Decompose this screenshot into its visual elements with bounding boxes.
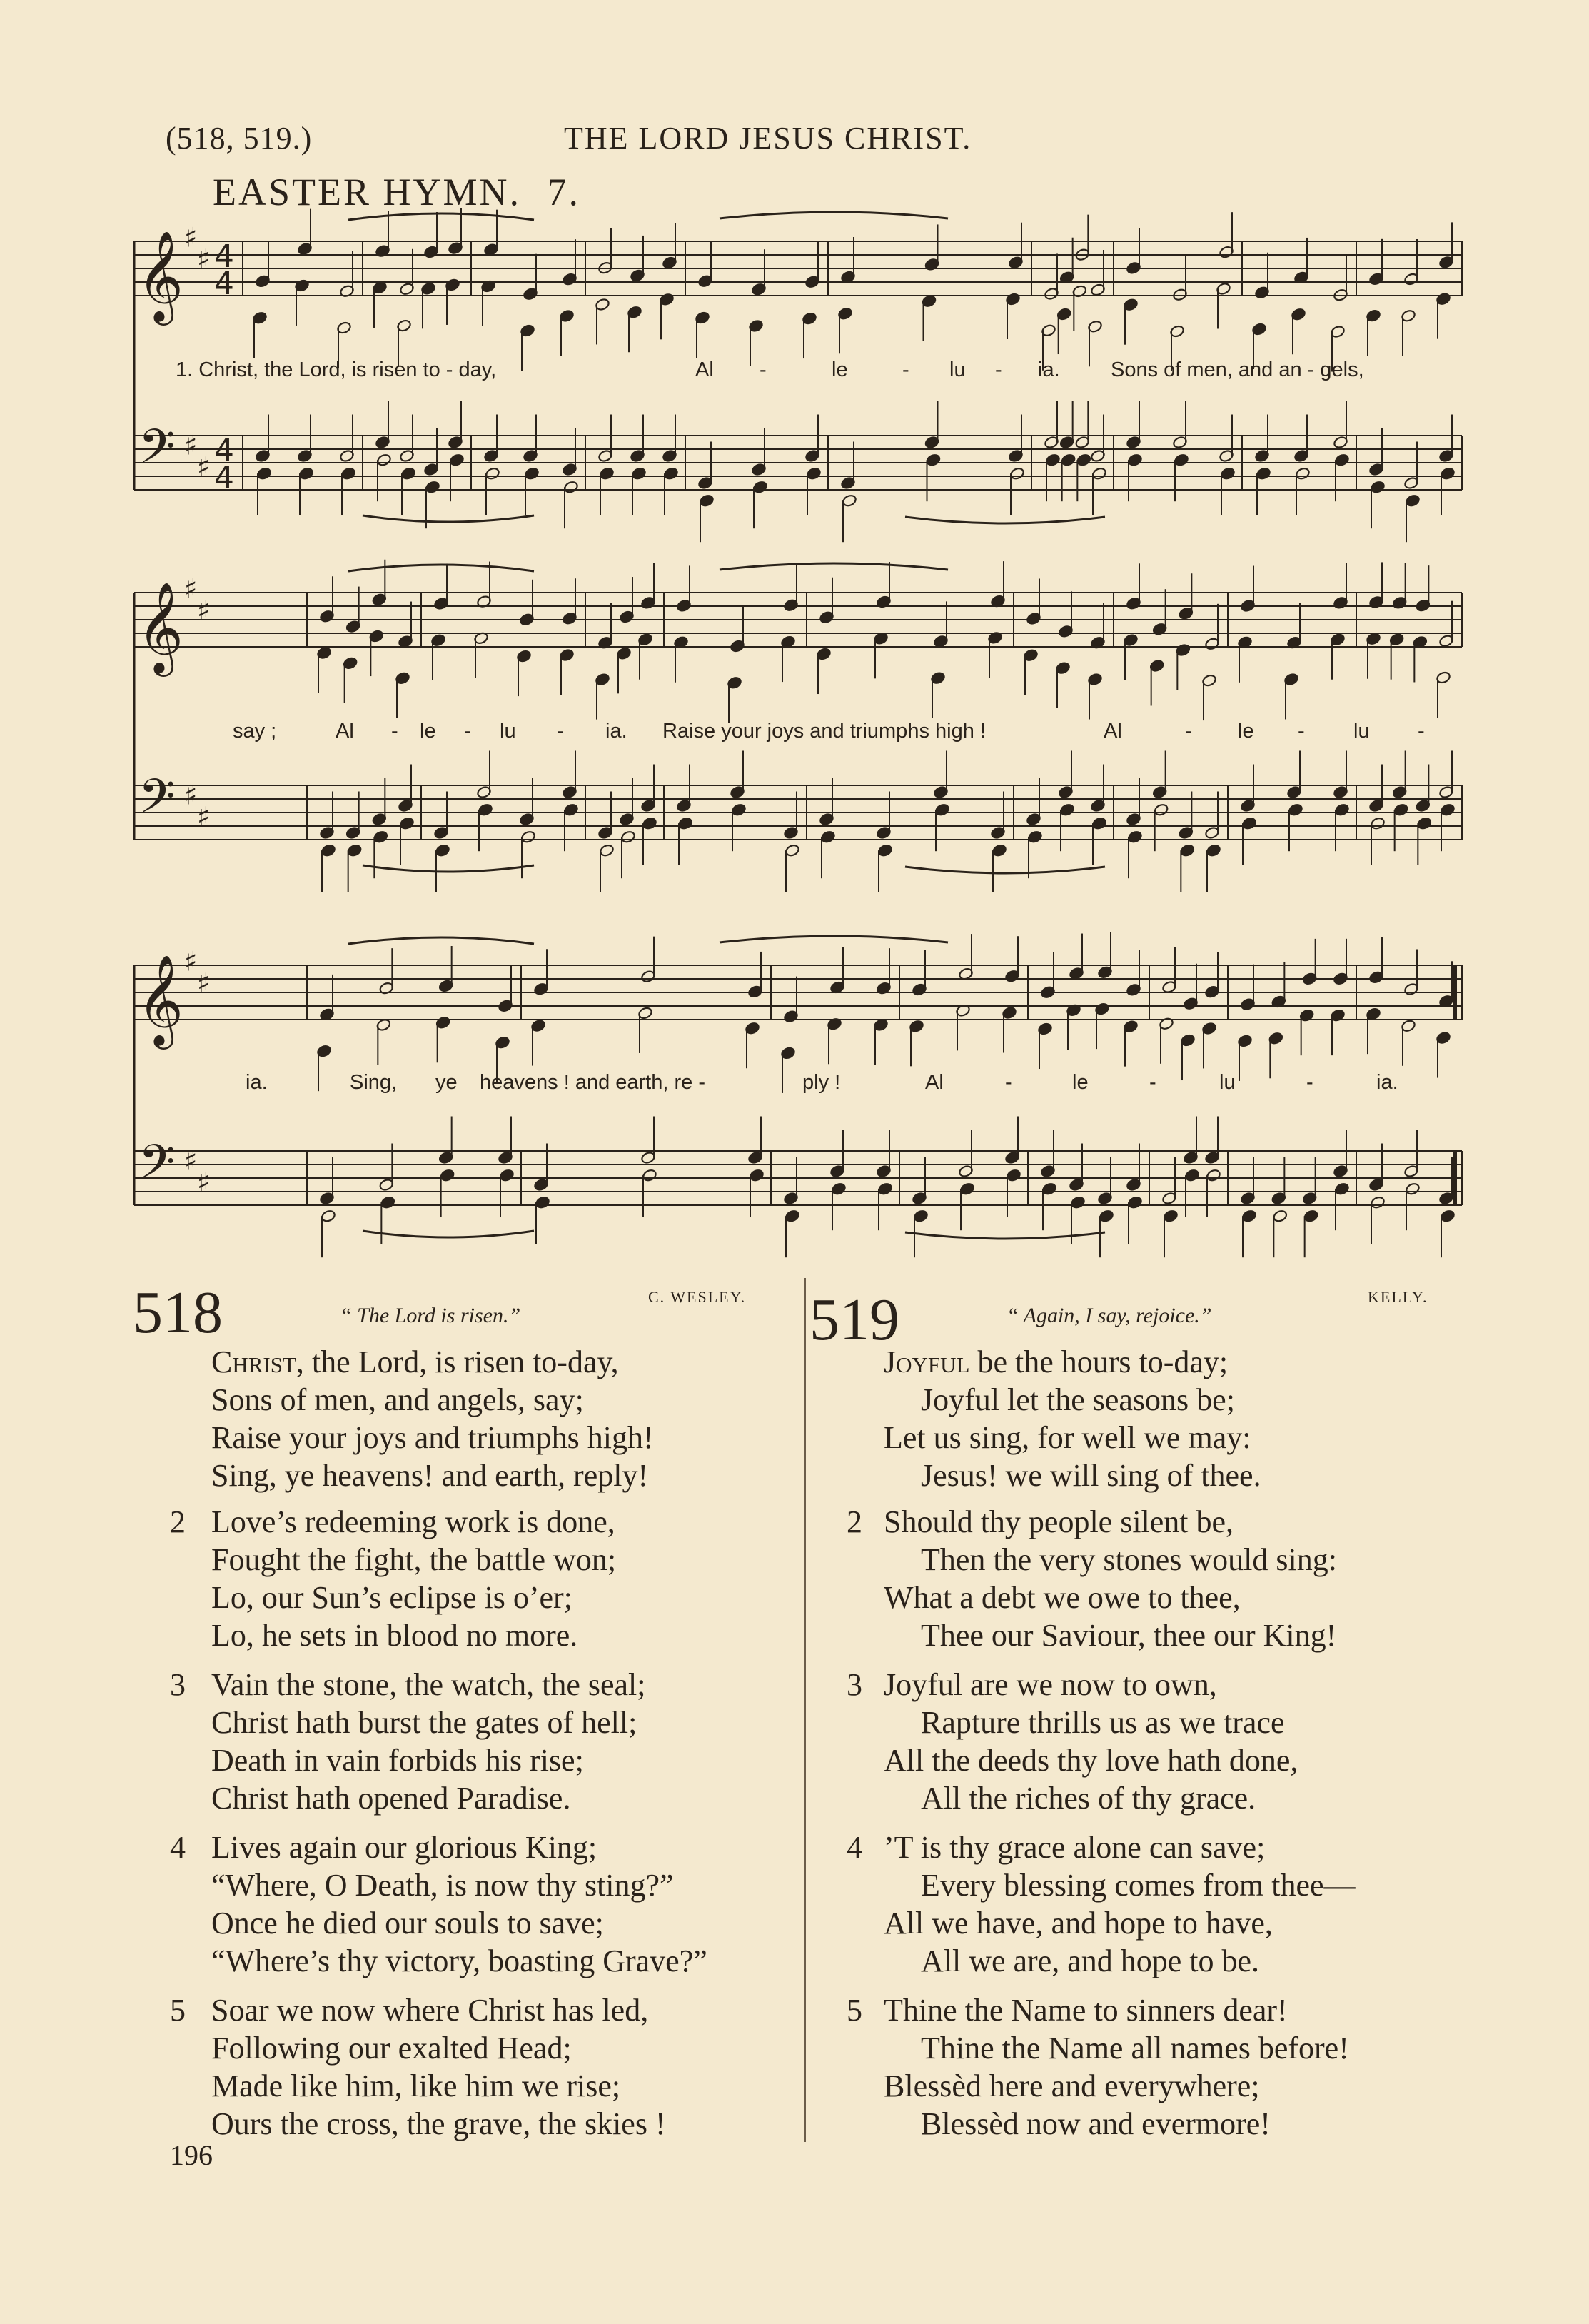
tune-meter: 7. (547, 171, 581, 213)
note-head (1127, 830, 1143, 844)
note-head (785, 844, 800, 857)
note-head (1070, 1196, 1086, 1209)
note-head (256, 467, 272, 481)
stanza-number: 3 (847, 1667, 862, 1702)
sharp-icon: ♯ (197, 451, 211, 483)
lyric-text: ye (435, 1071, 458, 1094)
time-signature: 4 (214, 460, 234, 496)
note-head (1393, 803, 1409, 817)
verse-line: All we have, and hope to have, (884, 1906, 1273, 1941)
note-head (663, 467, 679, 481)
note-head (1405, 1182, 1421, 1196)
note-head (1154, 803, 1169, 817)
note-head (1440, 467, 1456, 481)
verse-line: Let us sing, for well we may: (884, 1420, 1251, 1455)
stanza-number: 4 (847, 1830, 862, 1865)
verse-line: Jesus! we will sing of thee. (921, 1458, 1261, 1493)
note-head (376, 453, 392, 467)
lyric-text: - (760, 358, 767, 381)
slur (905, 867, 1105, 873)
verse-line: Once he died our souls to save; (211, 1906, 604, 1941)
note-head (934, 803, 950, 817)
note-head (842, 494, 857, 508)
verse-line: Blessèd now and evermore! (921, 2106, 1271, 2141)
verse-line: Christ hath burst the gates of hell; (211, 1705, 637, 1740)
lyric-text: lu (949, 358, 966, 381)
verse-line: Joyful are we now to own, (884, 1667, 1217, 1702)
verse-line: Ours the cross, the grave, the skies ! (211, 2106, 666, 2141)
note-head (380, 1196, 395, 1209)
note-head (1370, 481, 1386, 494)
note-head (1184, 1169, 1200, 1182)
hymn-numbers: (518, 519.) (166, 121, 313, 156)
verse-line: Christ hath opened Paradise. (211, 1781, 571, 1816)
lyric-text: le (1072, 1071, 1089, 1094)
verse-line: Lo, he sets in blood no more. (211, 1618, 578, 1653)
verse-line: “Where’s thy victory, boasting Grave?” (211, 1943, 707, 1978)
note-head (1241, 817, 1257, 830)
verse-line: Rapture thrills us as we trace (921, 1705, 1285, 1740)
lyric-text: le (420, 720, 436, 743)
note-head (992, 844, 1007, 857)
lyric-text: - (391, 720, 398, 743)
slur (720, 936, 948, 942)
treble-clef-icon: 𝄞 (137, 954, 184, 1045)
hymn-number: 519 (809, 1287, 899, 1353)
note-head (806, 467, 822, 481)
time-signature: 4 (214, 433, 234, 469)
note-head (1334, 803, 1350, 817)
lyric-text: Al (1104, 720, 1122, 743)
slur (363, 1231, 534, 1237)
note-head (599, 467, 615, 481)
note-head (1370, 817, 1386, 830)
note-head (340, 467, 356, 481)
note-head (1127, 453, 1143, 467)
note-head (1416, 817, 1432, 830)
note-head (399, 817, 415, 830)
note-head (499, 1169, 515, 1182)
note-head (749, 1169, 765, 1182)
note-head (1174, 453, 1189, 467)
lyric-text: Sing, (350, 1071, 398, 1094)
note-head (1091, 817, 1107, 830)
sharp-icon: ♯ (197, 1167, 211, 1198)
note-head (563, 481, 579, 494)
verse-first-word: Joyful (884, 1344, 970, 1379)
hymn-author: C. WESLEY. (648, 1288, 747, 1306)
lyric-text: heavens ! and earth, re - (480, 1071, 705, 1094)
note-head (1256, 467, 1271, 481)
note-head (677, 817, 693, 830)
note-head (449, 453, 465, 467)
hymn-author: KELLY. (1368, 1288, 1428, 1306)
sharp-icon: ♯ (184, 573, 198, 605)
note-head (1163, 1209, 1179, 1223)
note-head (926, 453, 942, 467)
verse-first-word: Christ, (211, 1344, 304, 1379)
verse-line: Fought the fight, the battle won; (211, 1542, 617, 1577)
note-head (752, 481, 768, 494)
note-head (1295, 467, 1311, 481)
note-head (563, 803, 579, 817)
verse-line: Thee our Saviour, thee our King! (921, 1618, 1337, 1653)
sharp-icon: ♯ (197, 595, 211, 626)
verse-line: Joyful be the hours to-day; (884, 1344, 1229, 1379)
verse-line: All we are, and hope to be. (921, 1943, 1260, 1978)
verse-line: Blessèd here and everywhere; (884, 2068, 1260, 2103)
hymn-number: 518 (133, 1279, 223, 1346)
slur (905, 517, 1105, 523)
lyric-text: - (1306, 1071, 1313, 1094)
verse-line: “Where, O Death, is now thy sting?” (211, 1868, 674, 1903)
note-head (347, 844, 363, 857)
note-head (1370, 1196, 1386, 1209)
lyric-text: ia. (1038, 358, 1060, 381)
verse-line: Should thy people silent be, (884, 1504, 1234, 1539)
note-head (1220, 467, 1236, 481)
lyric-text: - (1005, 1071, 1012, 1094)
lyric-text: lu (1353, 720, 1370, 743)
slur (348, 565, 534, 571)
note-head (631, 467, 647, 481)
note-head (599, 844, 615, 857)
note-head (478, 803, 493, 817)
treble-clef-icon: 𝄞 (137, 581, 184, 673)
verse-line: Thine the Name all names before! (921, 2031, 1349, 2066)
lyric-text: Al (925, 1071, 944, 1094)
sharp-icon: ♯ (184, 779, 198, 811)
verse-line: Raise your joys and triumphs high! (211, 1420, 654, 1455)
stanza-number: 5 (170, 1993, 186, 2028)
verse-line: Made like him, like him we rise; (211, 2068, 621, 2103)
note-head (1076, 453, 1091, 467)
note-head (831, 1182, 847, 1196)
slur (348, 213, 534, 220)
note-head (321, 1209, 336, 1223)
lyric-text: Al (695, 358, 714, 381)
lyric-text: ply ! (802, 1071, 841, 1094)
lyric-text: Al (336, 720, 354, 743)
sharp-icon: ♯ (184, 221, 198, 253)
lyric-text: - (1418, 720, 1425, 743)
slur (363, 865, 534, 872)
note-head (1440, 1209, 1456, 1223)
note-head (1009, 467, 1025, 481)
note-head (1241, 1209, 1257, 1223)
note-head (1334, 453, 1350, 467)
time-signature: 4 (214, 238, 234, 275)
lyric-text: le (832, 358, 848, 381)
note-head (1091, 467, 1107, 481)
stanza-number: 2 (170, 1504, 186, 1539)
lyric-text: le (1238, 720, 1254, 743)
hymn-epigraph: “ The Lord is risen.” (340, 1304, 521, 1327)
note-head (1006, 1169, 1021, 1182)
lyric-text: say ; (233, 720, 277, 743)
lyric-text: lu (1219, 1071, 1236, 1094)
lyric-text: - (1298, 720, 1305, 743)
column-divider (804, 1278, 806, 2142)
time-signature: 4 (214, 266, 234, 302)
stanza-number: 4 (170, 1830, 186, 1865)
note-head (1061, 453, 1076, 467)
verse-line: Then the very stones would sing: (921, 1542, 1337, 1577)
verse-line: All the riches of thy grace. (921, 1781, 1256, 1816)
note-head (785, 1209, 800, 1223)
verse-line: Sons of men, and angels, say; (211, 1382, 584, 1417)
verse-line: Love’s redeeming work is done, (211, 1504, 615, 1539)
sharp-icon: ♯ (184, 1145, 198, 1177)
slur (720, 563, 948, 570)
bass-clef-icon: 𝄢 (138, 419, 176, 486)
lyric-text: - (557, 720, 564, 743)
note-head (524, 467, 540, 481)
verse-line: Lo, our Sun’s eclipse is o’er; (211, 1580, 572, 1615)
slur (720, 212, 948, 218)
note-head (820, 830, 836, 844)
treble-clef-icon: 𝄞 (137, 230, 184, 321)
bass-clef-icon: 𝄢 (138, 1135, 176, 1201)
verse-line: Soar we now where Christ has led, (211, 1993, 649, 2028)
lyric-text: - (464, 720, 471, 743)
note-head (373, 830, 388, 844)
slur (363, 515, 534, 522)
note-head (1206, 1169, 1221, 1182)
verse-line: Lives again our glorious King; (211, 1830, 597, 1865)
stanza-number: 3 (170, 1667, 186, 1702)
verse-line: Every blessing comes from thee— (921, 1868, 1356, 1903)
note-head (620, 830, 636, 844)
note-head (1027, 830, 1043, 844)
stanza-number: 5 (847, 1993, 862, 2028)
lyric-text: ia. (605, 720, 627, 743)
verse-line: All the deeds thy love hath done, (884, 1743, 1298, 1778)
lyric-text: - (995, 358, 1002, 381)
verse-line: Joyful let the seasons be; (921, 1382, 1235, 1417)
verse-line: ’T is thy grace alone can save; (884, 1830, 1266, 1865)
note-head (699, 494, 715, 508)
note-head (425, 481, 440, 494)
note-head (440, 1169, 455, 1182)
lyric-text: ia. (1376, 1071, 1398, 1094)
slur (348, 937, 534, 944)
note-head (877, 1182, 893, 1196)
note-head (1041, 1182, 1057, 1196)
lyric-text: Sons of men, and an - gels, (1111, 358, 1364, 381)
note-head (1405, 494, 1421, 508)
verse-line: Sing, ye heavens! and earth, reply! (211, 1458, 649, 1493)
hymn-epigraph: “ Again, I say, rejoice.” (1007, 1304, 1212, 1327)
note-head (731, 803, 747, 817)
lyric-text: - (1149, 1071, 1156, 1094)
note-head (400, 467, 416, 481)
note-head (1334, 1182, 1350, 1196)
sharp-icon: ♯ (197, 967, 211, 999)
note-head (1099, 1209, 1114, 1223)
note-head (642, 817, 657, 830)
note-head (913, 1209, 929, 1223)
lyric-text: Raise your joys and triumphs high ! (662, 720, 986, 743)
lyric-text: lu (500, 720, 516, 743)
note-head (535, 1196, 550, 1209)
note-head (1059, 803, 1075, 817)
sharp-icon: ♯ (197, 243, 211, 275)
note-head (959, 1182, 975, 1196)
verse-line: Death in vain forbids his rise; (211, 1743, 584, 1778)
note-head (1206, 844, 1221, 857)
note-head (1440, 803, 1456, 817)
note-head (321, 844, 336, 857)
verse-line: Thine the Name to sinners dear! (884, 1993, 1288, 2028)
sharp-icon: ♯ (197, 801, 211, 832)
verse-line: What a debt we owe to thee, (884, 1580, 1241, 1615)
note-head (435, 844, 450, 857)
tune-name: EASTER HYMN. (213, 171, 522, 213)
sharp-icon: ♯ (184, 945, 198, 977)
note-head (642, 1169, 657, 1182)
note-head (485, 467, 500, 481)
lyric-text: - (1185, 720, 1192, 743)
sharp-icon: ♯ (184, 429, 198, 461)
note-head (520, 830, 536, 844)
note-head (298, 467, 314, 481)
note-head (1045, 453, 1061, 467)
note-head (1303, 1209, 1319, 1223)
verse-line: Following our exalted Head; (211, 2031, 572, 2066)
section-title: THE LORD JESUS CHRIST. (564, 121, 972, 156)
lyric-text: - (902, 358, 909, 381)
note-head (1179, 844, 1195, 857)
lyric-text: ia. (246, 1071, 268, 1094)
note-head (1272, 1209, 1288, 1223)
lyric-text: 1. Christ, the Lord, is risen to - day, (176, 358, 497, 381)
slur (905, 1232, 1105, 1239)
note-head (1288, 803, 1303, 817)
note-head (877, 844, 893, 857)
page-number: 196 (170, 2139, 213, 2171)
bass-clef-icon: 𝄢 (138, 769, 176, 835)
note-head (1127, 1196, 1143, 1209)
verse-line: Christ, the Lord, is risen to-day, (211, 1344, 619, 1379)
stanza-number: 2 (847, 1504, 862, 1539)
verse-line: Vain the stone, the watch, the seal; (211, 1667, 646, 1702)
